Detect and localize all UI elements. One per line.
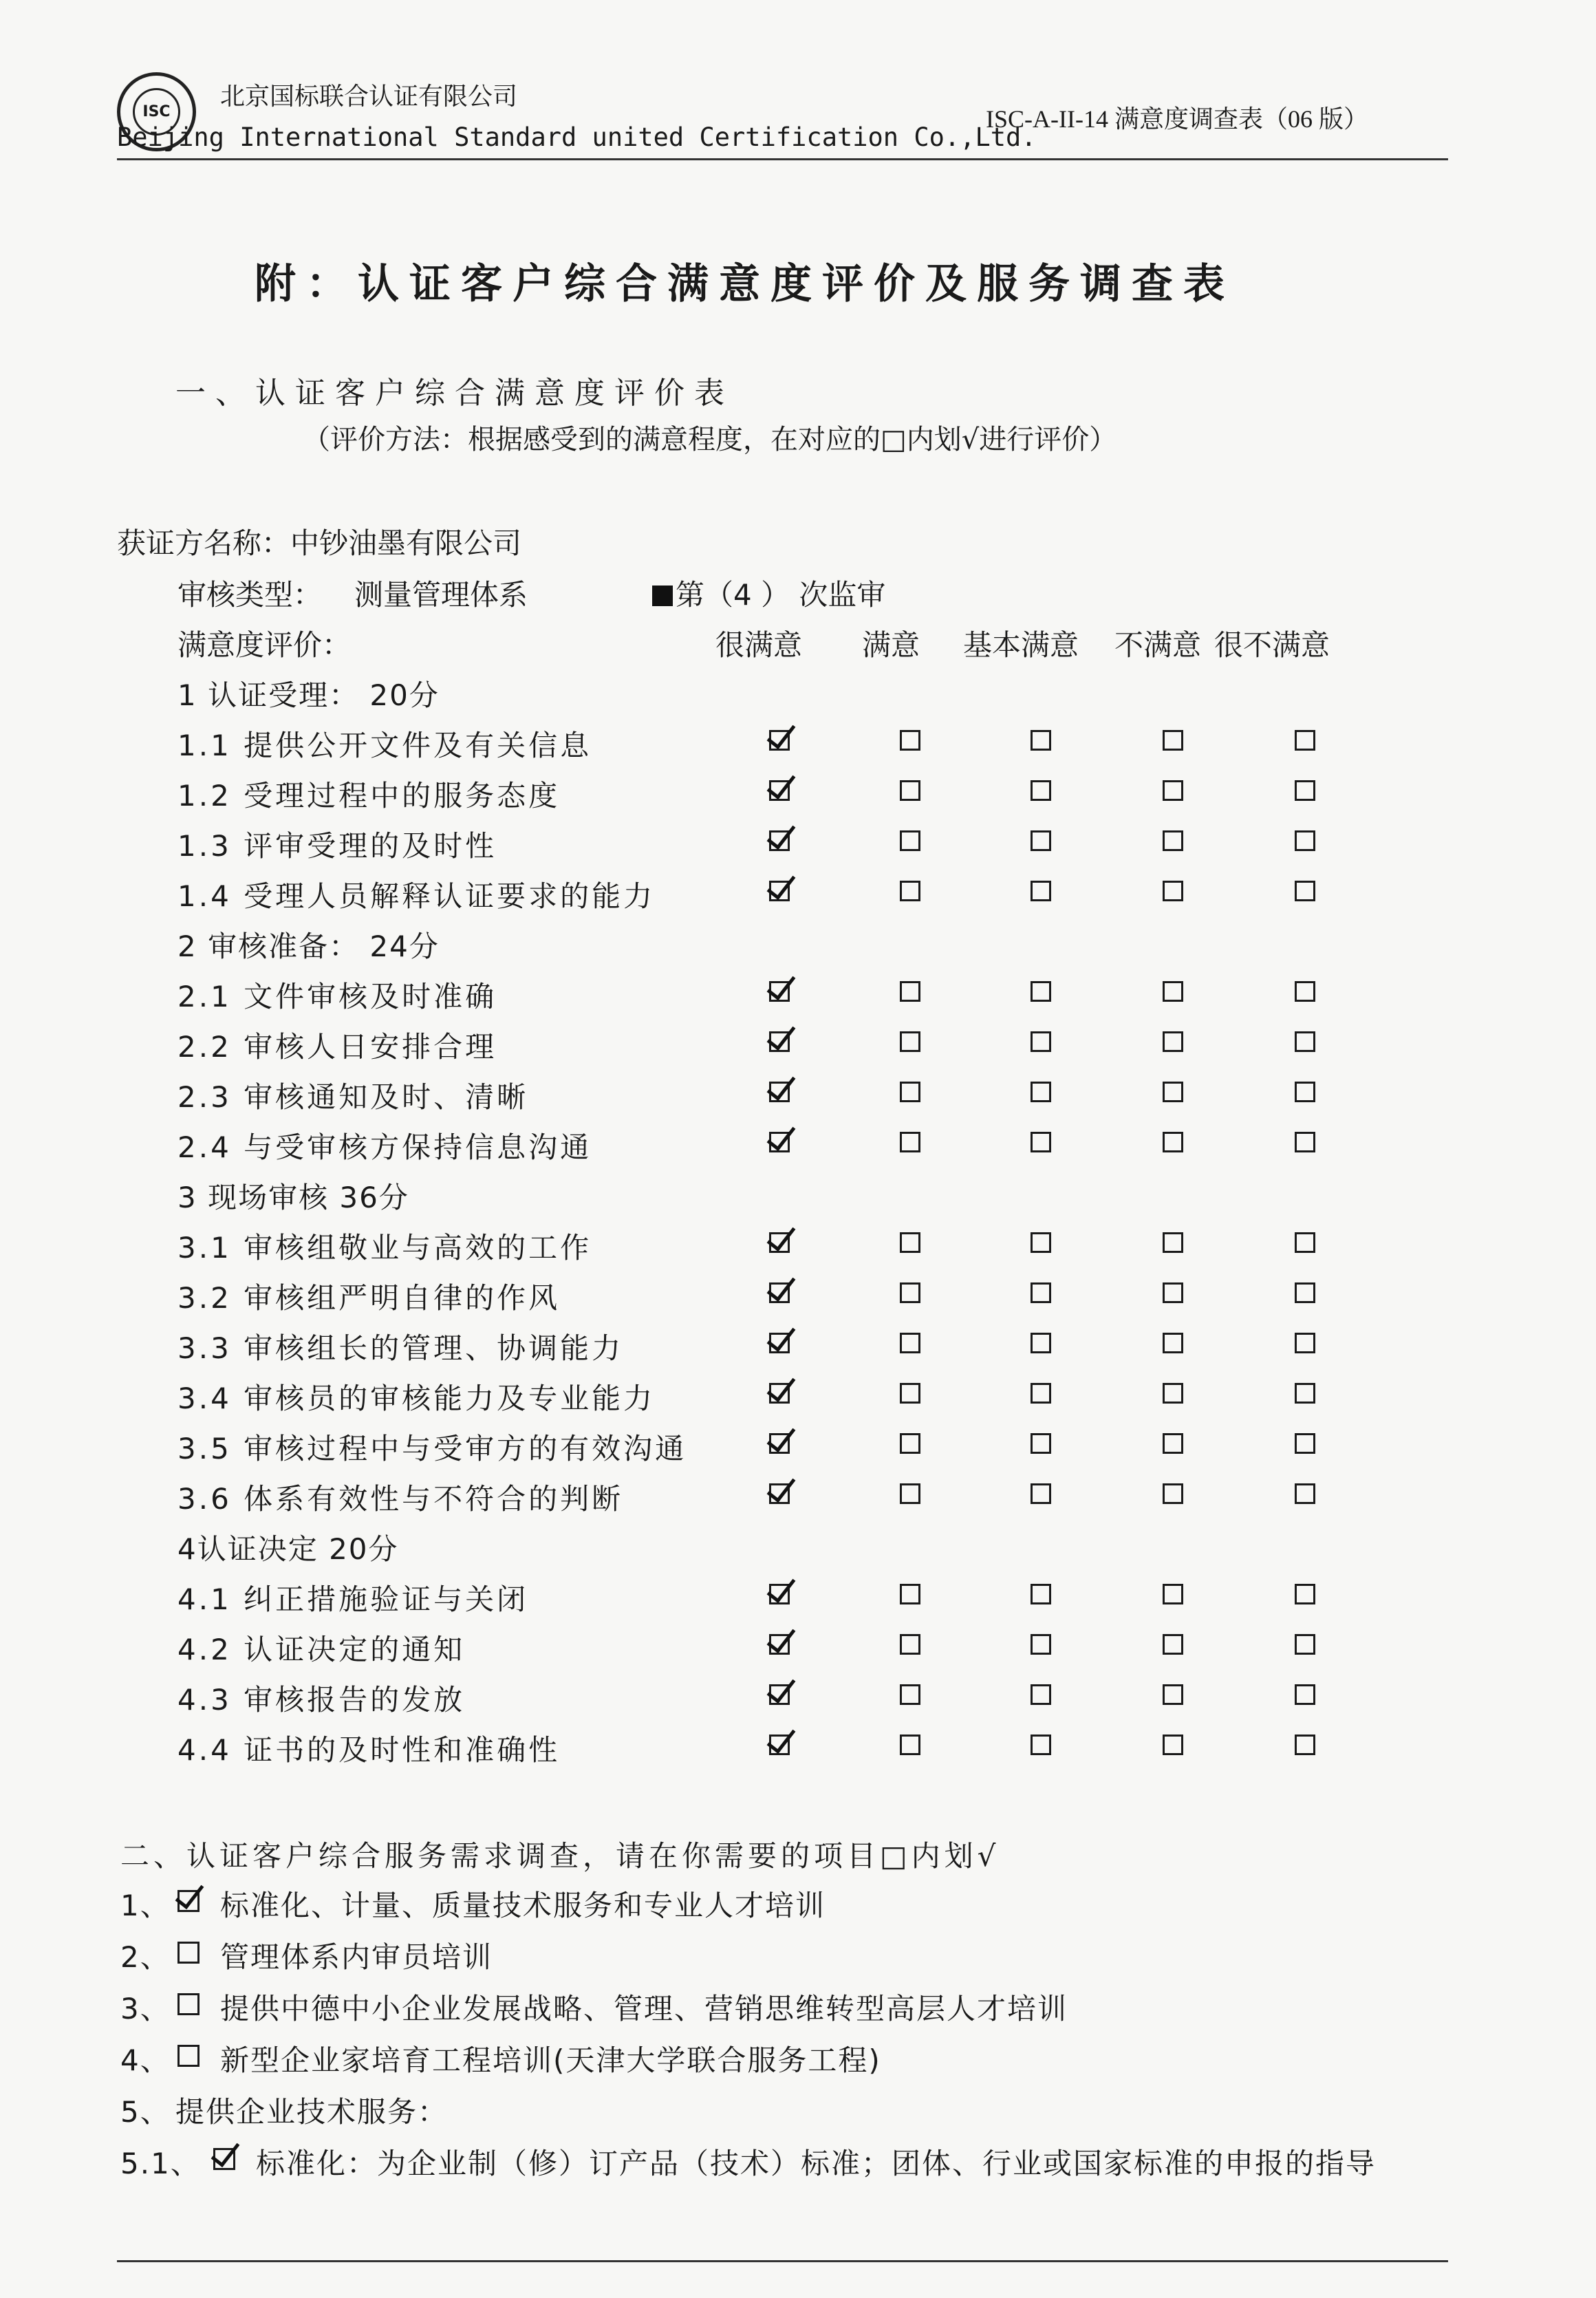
rating-checkbox[interactable] xyxy=(1163,780,1183,801)
rating-checkbox[interactable] xyxy=(1163,881,1183,901)
column-header: 很不满意 xyxy=(1214,628,1330,662)
rating-checkbox[interactable] xyxy=(1163,1282,1183,1303)
rating-checkbox[interactable] xyxy=(900,830,920,851)
rating-checkbox[interactable] xyxy=(769,1735,790,1755)
rating-checkbox[interactable] xyxy=(1295,1584,1315,1604)
rating-checkbox[interactable] xyxy=(1163,1584,1183,1604)
rating-checkbox[interactable] xyxy=(1295,1483,1315,1504)
column-header: 基本满意 xyxy=(963,628,1079,662)
rating-checkbox[interactable] xyxy=(769,1232,790,1253)
rating-checkbox[interactable] xyxy=(900,1232,920,1253)
service-item-prefix: 3、 xyxy=(120,1992,171,2026)
rating-checkbox[interactable] xyxy=(1295,1634,1315,1655)
rating-checkbox[interactable] xyxy=(1163,1634,1183,1655)
section1-heading: 一、认证客户综合满意度评价表 xyxy=(175,376,734,411)
category-title: 1 认证受理： 20分 xyxy=(177,678,440,712)
filled-square-icon xyxy=(652,586,673,606)
service-checkbox[interactable] xyxy=(177,1890,200,1912)
rating-checkbox[interactable] xyxy=(1163,1483,1183,1504)
column-header: 满意 xyxy=(862,628,920,662)
rating-checkbox[interactable] xyxy=(900,1383,920,1404)
rating-item-label: 2.2 审核人日安排合理 xyxy=(177,1030,497,1064)
rating-item-label: 1.4 受理人员解释认证要求的能力 xyxy=(177,879,656,913)
category-title: 4认证决定 20分 xyxy=(177,1532,399,1566)
rating-checkbox[interactable] xyxy=(769,1383,790,1404)
column-header: 很满意 xyxy=(715,628,803,662)
service-item-label: 标准化、计量、质量技术服务和专业人才培训 xyxy=(220,1889,826,1922)
rating-checkbox[interactable] xyxy=(1163,1232,1183,1253)
rating-checkbox[interactable] xyxy=(1295,1082,1315,1102)
rating-checkbox[interactable] xyxy=(900,1282,920,1303)
rating-checkbox[interactable] xyxy=(1031,1132,1051,1152)
rating-checkbox[interactable] xyxy=(1163,1735,1183,1755)
rating-label: 满意度评价： xyxy=(177,628,352,662)
rating-checkbox[interactable] xyxy=(769,1082,790,1102)
service-checkbox[interactable] xyxy=(213,2148,235,2170)
document-code: ISC-A-II-14 满意度调查表（06 版） xyxy=(986,105,1368,133)
rating-checkbox[interactable] xyxy=(769,780,790,801)
service-checkbox[interactable] xyxy=(177,2045,200,2067)
rating-checkbox[interactable] xyxy=(900,1735,920,1755)
rating-checkbox[interactable] xyxy=(769,1031,790,1052)
rating-checkbox[interactable] xyxy=(1295,1333,1315,1353)
rating-checkbox[interactable] xyxy=(900,1634,920,1655)
audit-round-text: 第（4 ） 次监审 xyxy=(676,578,886,612)
logo-text: ISC xyxy=(133,88,180,136)
rating-item-label: 4.1 纠正措施验证与关闭 xyxy=(177,1582,529,1616)
service-item-prefix: 5、 xyxy=(120,2095,171,2129)
audit-round xyxy=(652,572,885,614)
service-item-prefix: 5.1、 xyxy=(120,2147,201,2180)
rating-checkbox[interactable] xyxy=(1295,1684,1315,1705)
service-item-prefix: 1、 xyxy=(120,1889,171,1922)
rating-item-label: 1.2 受理过程中的服务态度 xyxy=(177,779,561,813)
rating-checkbox[interactable] xyxy=(900,1031,920,1052)
rating-item-label: 4.2 认证决定的通知 xyxy=(177,1633,466,1666)
service-item-label: 管理体系内审员培训 xyxy=(220,1940,493,1974)
rating-checkbox[interactable] xyxy=(769,830,790,851)
rating-checkbox[interactable] xyxy=(1031,1333,1051,1353)
rating-checkbox[interactable] xyxy=(769,1132,790,1152)
client-label xyxy=(117,521,521,562)
rating-checkbox[interactable] xyxy=(1031,1684,1051,1705)
rating-checkbox[interactable] xyxy=(900,780,920,801)
service-checkbox[interactable] xyxy=(177,1942,200,1964)
rating-checkbox[interactable] xyxy=(769,1634,790,1655)
rating-item-label: 4.4 证书的及时性和准确性 xyxy=(177,1733,561,1767)
service-item-label: 提供中德中小企业发展战略、管理、营销思维转型高层人才培训 xyxy=(220,1992,1068,2026)
rating-checkbox[interactable] xyxy=(1031,1584,1051,1604)
rating-checkbox[interactable] xyxy=(1163,1031,1183,1052)
rating-checkbox[interactable] xyxy=(1163,1684,1183,1705)
rating-checkbox[interactable] xyxy=(769,1584,790,1604)
rating-checkbox[interactable] xyxy=(900,1433,920,1454)
rating-checkbox[interactable] xyxy=(769,730,790,751)
rating-checkbox[interactable] xyxy=(1295,981,1315,1002)
column-header: 不满意 xyxy=(1114,628,1202,662)
rating-checkbox[interactable] xyxy=(900,1584,920,1604)
rating-checkbox[interactable] xyxy=(1031,1082,1051,1102)
rating-checkbox[interactable] xyxy=(1295,881,1315,901)
company-name-cn: 北京国标联合认证有限公司 xyxy=(220,83,518,111)
rating-item-label: 1.1 提供公开文件及有关信息 xyxy=(177,729,592,762)
rating-checkbox[interactable] xyxy=(900,1483,920,1504)
rating-checkbox[interactable] xyxy=(1163,1433,1183,1454)
header-divider xyxy=(117,158,1448,160)
rating-checkbox[interactable] xyxy=(900,730,920,751)
rating-item-label: 1.3 评审受理的及时性 xyxy=(177,829,497,863)
rating-checkbox[interactable] xyxy=(1295,1031,1315,1052)
rating-checkbox[interactable] xyxy=(1295,1132,1315,1152)
rating-item-label: 3.4 审核员的审核能力及专业能力 xyxy=(177,1382,656,1415)
rating-checkbox[interactable] xyxy=(1031,1232,1051,1253)
evaluation-method: （评价方法：根据感受到的满意程度，在对应的□内划√进行评价） xyxy=(303,424,1117,455)
rating-checkbox[interactable] xyxy=(1295,730,1315,751)
rating-checkbox[interactable] xyxy=(1163,1082,1183,1102)
service-checkbox[interactable] xyxy=(177,1993,200,2015)
service-item-label: 新型企业家培育工程培训(天津大学联合服务工程) xyxy=(220,2043,881,2077)
rating-checkbox[interactable] xyxy=(1031,1031,1051,1052)
category-title: 2 审核准备： 24分 xyxy=(177,930,440,963)
client-label-text: 获证方名称： xyxy=(117,526,291,560)
rating-checkbox[interactable] xyxy=(1031,1634,1051,1655)
rating-checkbox[interactable] xyxy=(769,881,790,901)
rating-item-label: 2.4 与受审核方保持信息沟通 xyxy=(177,1130,592,1164)
rating-checkbox[interactable] xyxy=(769,1333,790,1353)
rating-checkbox[interactable] xyxy=(900,981,920,1002)
footer-divider xyxy=(117,2260,1448,2262)
rating-item-label: 2.3 审核通知及时、清晰 xyxy=(177,1080,529,1114)
company-name-en: Beijing International Standard united Certification Co.,Ltd. xyxy=(117,122,1037,152)
rating-checkbox[interactable] xyxy=(1163,830,1183,851)
rating-checkbox[interactable] xyxy=(769,981,790,1002)
rating-item-label: 3.1 审核组敬业与高效的工作 xyxy=(177,1231,592,1265)
service-item-label: 提供企业技术服务： xyxy=(175,2095,449,2129)
rating-checkbox[interactable] xyxy=(1031,1383,1051,1404)
rating-checkbox[interactable] xyxy=(1295,1383,1315,1404)
rating-checkbox[interactable] xyxy=(900,1132,920,1152)
rating-checkbox[interactable] xyxy=(1031,730,1051,751)
rating-checkbox[interactable] xyxy=(1295,780,1315,801)
client-name: 中钞油墨有限公司 xyxy=(290,526,522,560)
section2-heading: 二、认证客户综合服务需求调查，请在你需要的项目□内划√ xyxy=(120,1839,1000,1873)
service-item-prefix: 2、 xyxy=(120,1940,171,1974)
service-item-prefix: 4、 xyxy=(120,2043,171,2077)
rating-checkbox[interactable] xyxy=(769,1483,790,1504)
rating-item-label: 4.3 审核报告的发放 xyxy=(177,1683,466,1717)
rating-checkbox[interactable] xyxy=(1163,1132,1183,1152)
rating-checkbox[interactable] xyxy=(1031,780,1051,801)
rating-checkbox[interactable] xyxy=(1295,1433,1315,1454)
rating-checkbox[interactable] xyxy=(900,881,920,901)
rating-checkbox[interactable] xyxy=(1031,981,1051,1002)
rating-checkbox[interactable] xyxy=(1163,1333,1183,1353)
rating-checkbox[interactable] xyxy=(900,1082,920,1102)
rating-checkbox[interactable] xyxy=(1031,1433,1051,1454)
rating-checkbox[interactable] xyxy=(1031,1735,1051,1755)
page-title: 附：认证客户综合满意度评价及服务调查表 xyxy=(255,260,1235,308)
rating-checkbox[interactable] xyxy=(900,1333,920,1353)
rating-checkbox[interactable] xyxy=(769,1433,790,1454)
rating-checkbox[interactable] xyxy=(1295,1735,1315,1755)
rating-item-label: 3.2 审核组严明自律的作风 xyxy=(177,1281,561,1315)
rating-checkbox[interactable] xyxy=(769,1684,790,1705)
rating-checkbox[interactable] xyxy=(1163,1383,1183,1404)
audit-type: 测量管理体系 xyxy=(354,578,528,612)
rating-item-label: 3.3 审核组长的管理、协调能力 xyxy=(177,1331,624,1365)
category-title: 3 现场审核 36分 xyxy=(177,1181,409,1214)
rating-checkbox[interactable] xyxy=(1295,830,1315,851)
audit-type-label: 审核类型： xyxy=(177,578,323,612)
rating-checkbox[interactable] xyxy=(769,1282,790,1303)
rating-checkbox[interactable] xyxy=(1295,1282,1315,1303)
rating-checkbox[interactable] xyxy=(1031,1282,1051,1303)
rating-item-label: 3.5 审核过程中与受审方的有效沟通 xyxy=(177,1432,687,1465)
rating-checkbox[interactable] xyxy=(1031,881,1051,901)
rating-checkbox[interactable] xyxy=(1031,1483,1051,1504)
rating-checkbox[interactable] xyxy=(1295,1232,1315,1253)
rating-checkbox[interactable] xyxy=(900,1684,920,1705)
rating-item-label: 3.6 体系有效性与不符合的判断 xyxy=(177,1482,624,1516)
rating-checkbox[interactable] xyxy=(1031,830,1051,851)
service-item-label: 标准化：为企业制（修）订产品（技术）标准；团体、行业或国家标准的申报的指导 xyxy=(256,2147,1377,2180)
rating-item-label: 2.1 文件审核及时准确 xyxy=(177,980,497,1013)
rating-checkbox[interactable] xyxy=(1163,730,1183,751)
rating-checkbox[interactable] xyxy=(1163,981,1183,1002)
